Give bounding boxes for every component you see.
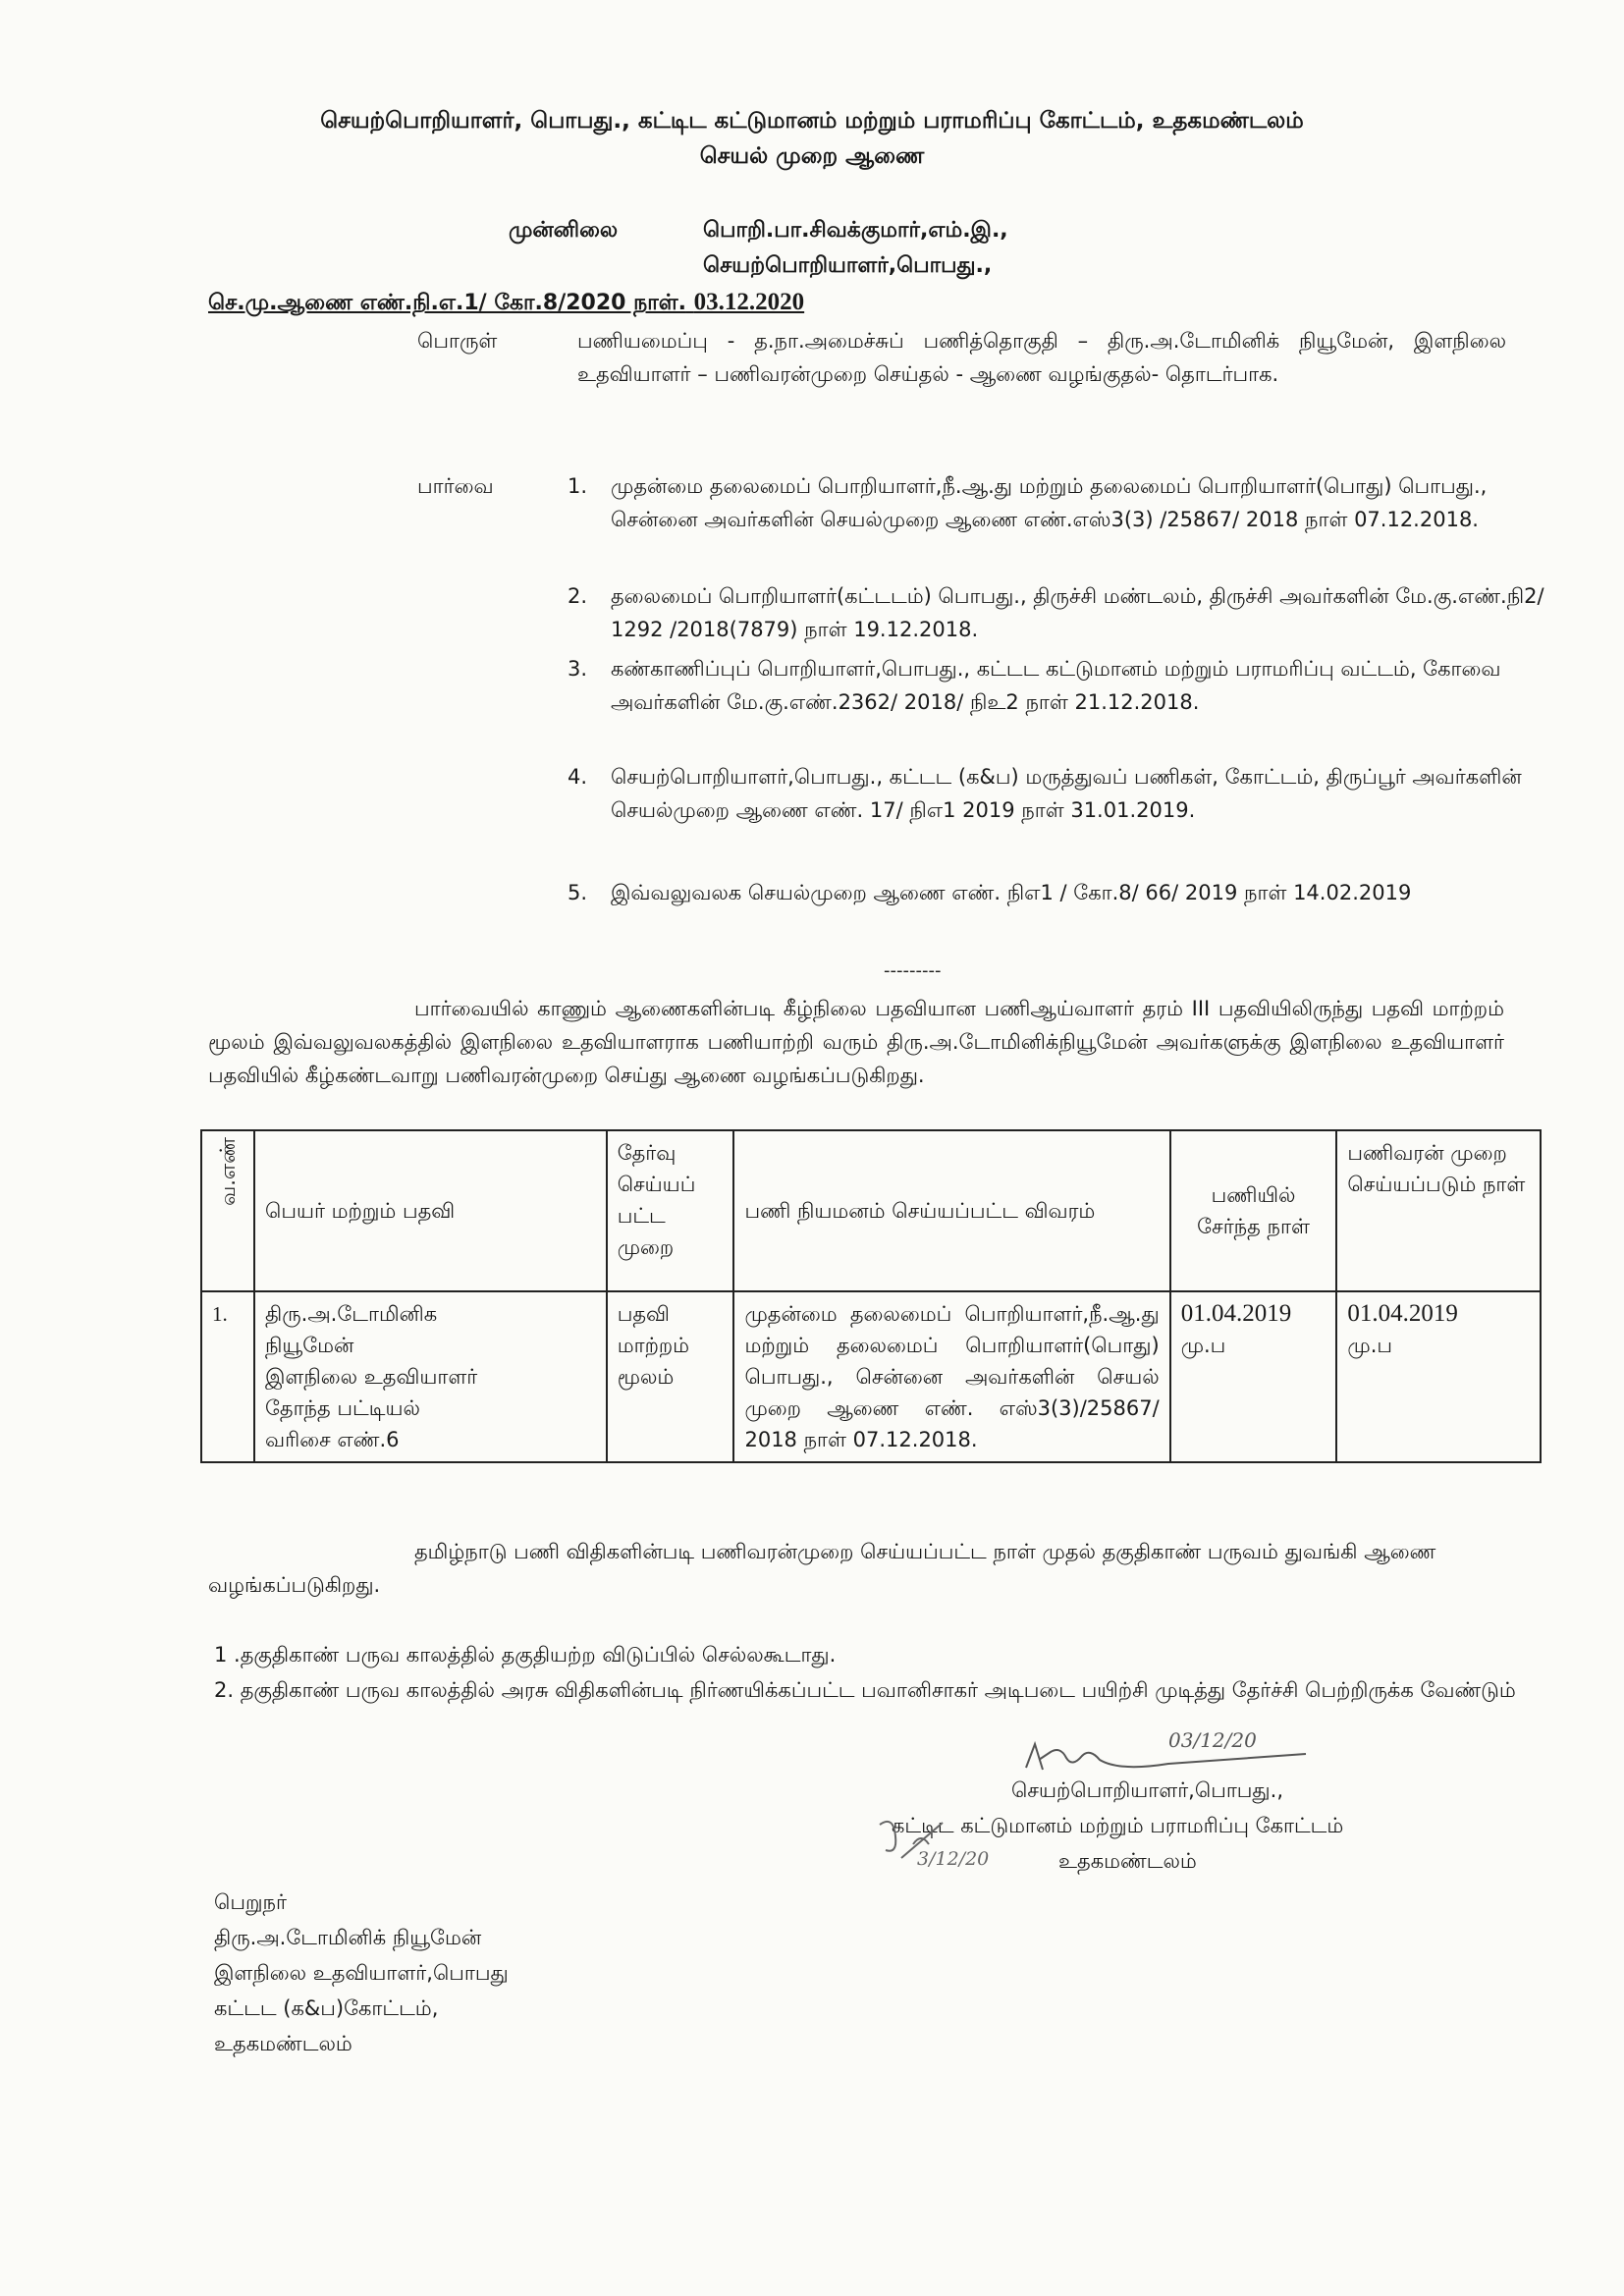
reference-item	[568, 469, 1559, 536]
reference-text: தலைமைப் பொறியாளர்(கட்டடம்) பொபது., திருச்சி மண்டலம், திருச்சி அவர்களின் மே.கு.எண்.நி2/ 1292 /2018(7879) நாள் 19.12.2018.	[611, 584, 1544, 641]
reference-number: 5.	[568, 881, 588, 904]
divider-dashes: ---------	[884, 960, 942, 981]
presence-label: முன்னிலை	[509, 218, 619, 243]
presence-officer-name: பொறி.பா.சிவக்குமார்,எம்.இ.,	[703, 218, 1008, 243]
reference-item	[568, 579, 1559, 646]
reference-number: 2.	[568, 584, 588, 608]
handwritten-initials	[874, 1815, 1031, 1887]
cell-method: பதவி மாற்றம் மூலம்	[607, 1291, 734, 1462]
presence-officer-designation: செயற்பொறியாளர்,பொபது.,	[703, 253, 993, 278]
reference-item	[568, 652, 1559, 719]
reference-item	[568, 876, 1559, 909]
signatory-office: கட்டிட கட்டுமானம் மற்றும் பராமரிப்பு கோட்டம்	[892, 1814, 1344, 1837]
cell-serial: 1.	[201, 1291, 254, 1462]
order-date: 03.12.2020	[693, 289, 805, 315]
signature-date: 03/12/20	[1168, 1728, 1257, 1752]
order-type-heading: செயல் முறை ஆணை	[699, 143, 925, 169]
subject-text: பணியமைப்பு - த.நா.அமைச்சுப் பணித்தொகுதி – திரு.அ.டோமினிக் நியூமேன், இளநிலை உதவியாளர் – பணிவரன்முறை செய்தல் - ஆணை வழங்குதல்- தொடர்பாக.	[577, 329, 1506, 386]
recipient-line: திரு.அ.டோமினிக் நியூமேன்	[214, 1926, 482, 1949]
reference-number: 1.	[568, 474, 588, 498]
column-header-join-date: பணியில் சேர்ந்த நாள்	[1170, 1130, 1337, 1291]
reference-number: 3.	[568, 657, 588, 681]
appointment-table	[200, 1129, 1542, 1463]
table-row	[201, 1291, 1541, 1462]
subject-label: பொருள்	[417, 329, 498, 353]
column-header-method: தேர்வு செய்யப் பட்ட முறை	[607, 1130, 734, 1291]
reference-text: செயற்பொறியாளர்,பொபது., கட்டட (க&ப) மருத்துவப் பணிகள், கோட்டம், திருப்பூர் அவர்களின் செயல்முறை ஆணை எண். 17/ நிஎ1 2019 நாள் 31.01.2019.	[611, 765, 1522, 822]
recipient-line: இளநிலை உதவியாளர்,பொபது	[214, 1961, 509, 1985]
signatory-place: உதகமண்டலம்	[1058, 1849, 1197, 1873]
column-header-regularise-date: பணிவரன் முறை செய்யப்படும் நாள்	[1336, 1130, 1541, 1291]
cell-name: திரு.அ.டோமினிக நியூமேன் இளநிலை உதவியாளர் தோந்த பட்டியல் வரிசை எண்.6	[254, 1291, 607, 1462]
condition-item: 1 .தகுதிகாண் பருவ காலத்தில் தகுதியற்ற விடுப்பில் செல்லகூடாது.	[214, 1643, 837, 1667]
column-header-details: பணி நியமனம் செய்யப்பட்ட விவரம்	[733, 1130, 1169, 1291]
cell-regularise-date: 01.04.2019 மு.ப	[1336, 1291, 1541, 1462]
order-number: செ.மு.ஆணை எண்.நி.எ.1/ கோ.8/2020 நாள்.	[208, 291, 686, 315]
signatory-designation: செயற்பொறியாளர்,பொபது.,	[1011, 1778, 1283, 1802]
column-header-serial: வ.எண்	[201, 1130, 254, 1291]
order-number-line	[208, 289, 804, 318]
cell-join-date: 01.04.2019 மு.ப	[1170, 1291, 1337, 1462]
body-paragraph: பார்வையில் காணும் ஆணைகளின்படி கீழ்நிலை பதவியான பணிஆய்வாளர் தரம் III பதவியிலிருந்து பதவி மாற்றம் மூலம் இவ்வலுவலகத்தில் இளநிலை உதவியாளராக பணியாற்றி வரும் திரு.அ.டோமினிக்நியூமேன் அவர்களுக்கு இளநிலை உதவியாளர் பதவியில் கீழ்கண்டவாறு பணிவரன்முறை செய்து ஆணை வழங்கப்படுகிறது.	[208, 997, 1504, 1087]
reference-number: 4.	[568, 765, 588, 789]
probation-paragraph: தமிழ்நாடு பணி விதிகளின்படி பணிவரன்முறை செய்யப்பட்ட நாள் முதல் தகுதிகாண் பருவம் துவங்கி ஆணை வழங்கப்படுகிறது.	[208, 1540, 1436, 1597]
condition-item: 2. தகுதிகாண் பருவ காலத்தில் அரசு விதிகளின்படி நிர்ணயிக்கப்பட்ட பவானிசாகர் அடிபடை பயிற்சி முடித்து தேர்ச்சி பெற்றிருக்க வேண்டும்	[214, 1678, 1516, 1702]
reference-item	[568, 760, 1559, 827]
recipient-label: பெறுநர்	[214, 1890, 287, 1914]
recipient-line: உதகமண்டலம்	[214, 2032, 352, 2055]
column-header-name: பெயர் மற்றும் பதவி	[254, 1130, 607, 1291]
table-header-row	[201, 1130, 1541, 1291]
reference-label: பார்வை	[417, 474, 494, 498]
recipient-line: கட்டட (க&ப)கோட்டம்,	[214, 1996, 439, 2020]
cell-details: முதன்மை தலைமைப் பொறியாளர்,நீ.ஆ.து மற்றும் தலைமைப் பொறியாளர்(பொது) பொபது., சென்னை அவர்களின் செயல் முறை ஆணை எண். எஸ்3(3)/25867/ 2018 நாள் 07.12.2018.	[733, 1291, 1169, 1462]
reference-text: கண்காணிப்புப் பொறியாளர்,பொபது., கட்டட கட்டுமானம் மற்றும் பராமரிப்பு வட்டம், கோவை அவர்களின் மே.கு.எண்.2362/ 2018/ நிஉ2 நாள் 21.12.2018.	[611, 657, 1501, 714]
initials-date: 3/12/20	[917, 1848, 990, 1870]
office-heading: செயற்பொறியாளர், பொபது., கட்டிட கட்டுமானம் மற்றும் பராமரிப்பு கோட்டம், உதகமண்டலம்	[320, 108, 1304, 134]
reference-text: இவ்வலுவலக செயல்முறை ஆணை எண். நிஎ1 / கோ.8/ 66/ 2019 நாள் 14.02.2019	[611, 881, 1412, 904]
reference-text: முதன்மை தலைமைப் பொறியாளர்,நீ.ஆ.து மற்றும் தலைமைப் பொறியாளர்(பொது) பொபது., சென்னை அவர்களின் செயல்முறை ஆணை எண்.எஸ்3(3) /25867/ 2018 நாள் 07.12.2018.	[611, 474, 1488, 531]
